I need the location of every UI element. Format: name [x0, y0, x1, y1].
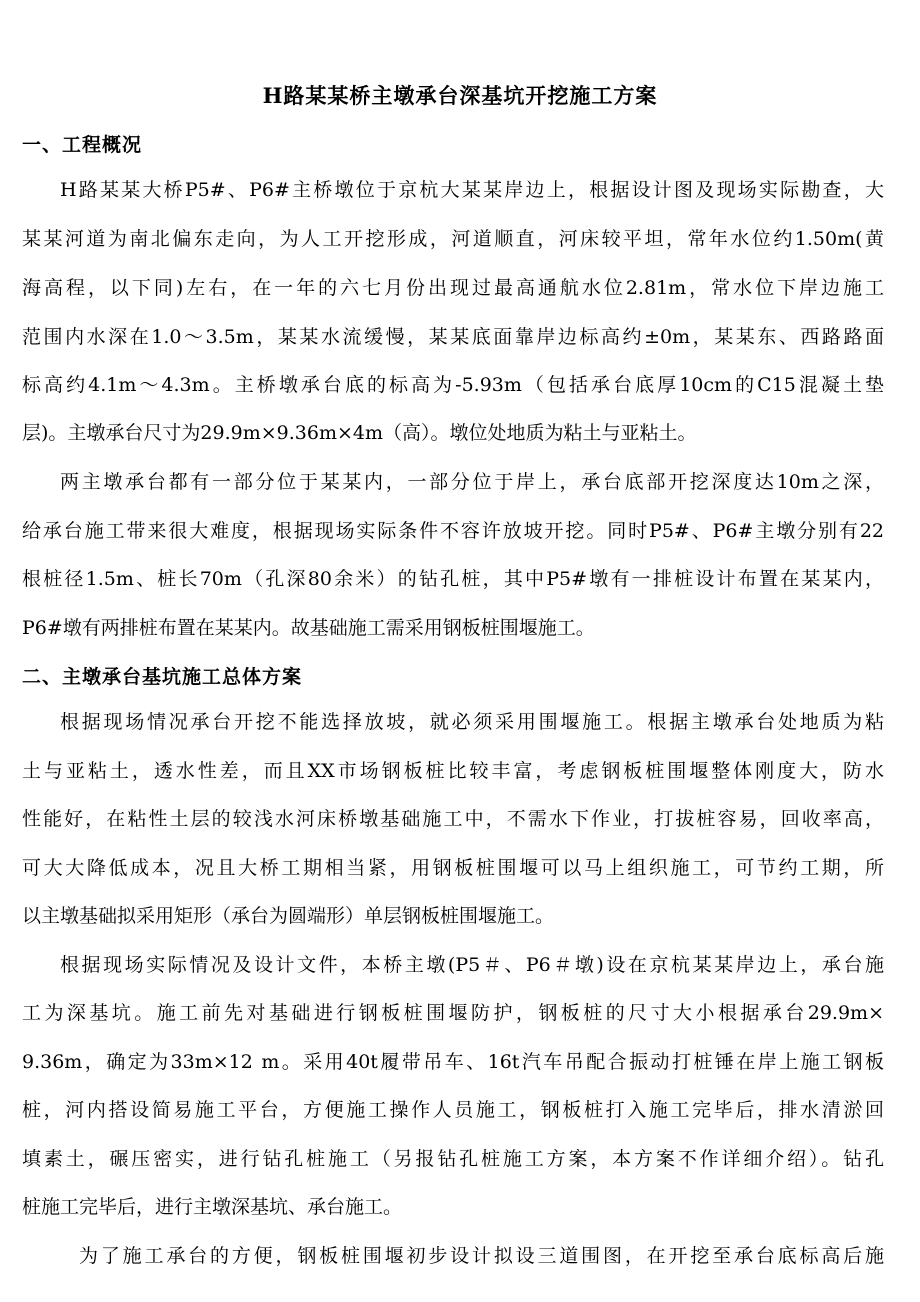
text-line: 桩，河内搭设简易施工平台，方便施工操作人员施工，钢板桩打入施工完毕后，排水清淤回 [22, 1099, 884, 1121]
text-line: 土与亚粘土，透水性差，而且XX市场钢板桩比较丰富，考虑钢板桩围堰整体刚度大，防水 [22, 760, 884, 782]
text-line: 工为深基坑。施工前先对基础进行钢板桩围堰防护，钢板桩的尺寸大小根据承台29.9m× [22, 1002, 884, 1024]
text-line: 某某河道为南北偏东走向，为人工开挖形成，河道顺直，河床较平坦，常年水位约1.50m(黄 [22, 228, 884, 250]
text-line: 性能好，在粘性土层的较浅水河床桥墩基础施工中，不需水下作业，打拔桩容易，回收率高， [22, 808, 884, 830]
text-line: 9.36m，确定为33m×12 m。采用40t履带吊车、16t汽车吊配合振动打桩锤在岸上施工钢板 [22, 1051, 884, 1073]
text-line: H路某某大桥P5#、P6#主桥墩位于京杭大某某岸边上，根据设计图及现场实际勘查，大 [60, 179, 884, 201]
text-line: 根桩径1.5m、桩长70m（孔深80余米）的钻孔桩，其中P5#墩有一排桩设计布置在某某内， [22, 568, 884, 590]
text-line: 以主墩基础拟采用矩形（承台为圆端形）单层钢板桩围堰施工。 [22, 905, 555, 927]
section-heading-overall-plan: 二、主墩承台基坑施工总体方案 [22, 666, 303, 688]
section-heading-overview: 一、工程概况 [22, 134, 143, 156]
text-line: 填素土，碾压密实，进行钻孔桩施工（另报钻孔桩施工方案，本方案不作详细介绍）。钻孔 [22, 1148, 884, 1170]
text-line: 层)。主墩承台尺寸为29.9m×9.36m×4m（高）。墩位处地质为粘土与亚粘土。 [22, 422, 697, 444]
text-line: 可大大降低成本，况且大桥工期相当紧，用钢板桩围堰可以马上组织施工，可节约工期，所 [22, 857, 884, 879]
text-line: P6#墩有两排桩布置在某某内。故基础施工需采用钢板桩围堰施工。 [22, 617, 595, 639]
document-title: H路某某桥主墩承台深基坑开挖施工方案 [262, 83, 658, 108]
text-line: 为了施工承台的方便，钢板桩围堰初步设计拟设三道围图，在开挖至承台底标高后施 [79, 1245, 884, 1267]
text-line: 根据现场实际情况及设计文件，本桥主墩(P5＃、P6＃墩)设在京杭某某岸边上，承台施 [60, 954, 884, 976]
text-line: 范围内水深在1.0～3.5m，某某水流缓慢，某某底面靠岸边标高约±0m，某某东、西路路面 [22, 326, 884, 348]
text-line: 标高约4.1m～4.3m。主桥墩承台底的标高为-5.93m（包括承台底厚10cm的C15混凝土垫 [22, 374, 884, 396]
text-line: 给承台施工带来很大难度，根据现场实际条件不容许放坡开挖。同时P5#、P6#主墩分别有22 [22, 520, 884, 542]
text-line: 海高程，以下同)左右，在一年的六七月份出现过最高通航水位2.81m，常水位下岸边施工 [22, 277, 884, 299]
text-line: 桩施工完毕后，进行主墩深基坑、承台施工。 [22, 1196, 403, 1218]
text-line: 两主墩承台都有一部分位于某某内，一部分位于岸上，承台底部开挖深度达10m之深， [60, 471, 884, 493]
text-line: 根据现场情况承台开挖不能选择放坡，就必须采用围堰施工。根据主墩承台处地质为粘 [60, 711, 884, 733]
